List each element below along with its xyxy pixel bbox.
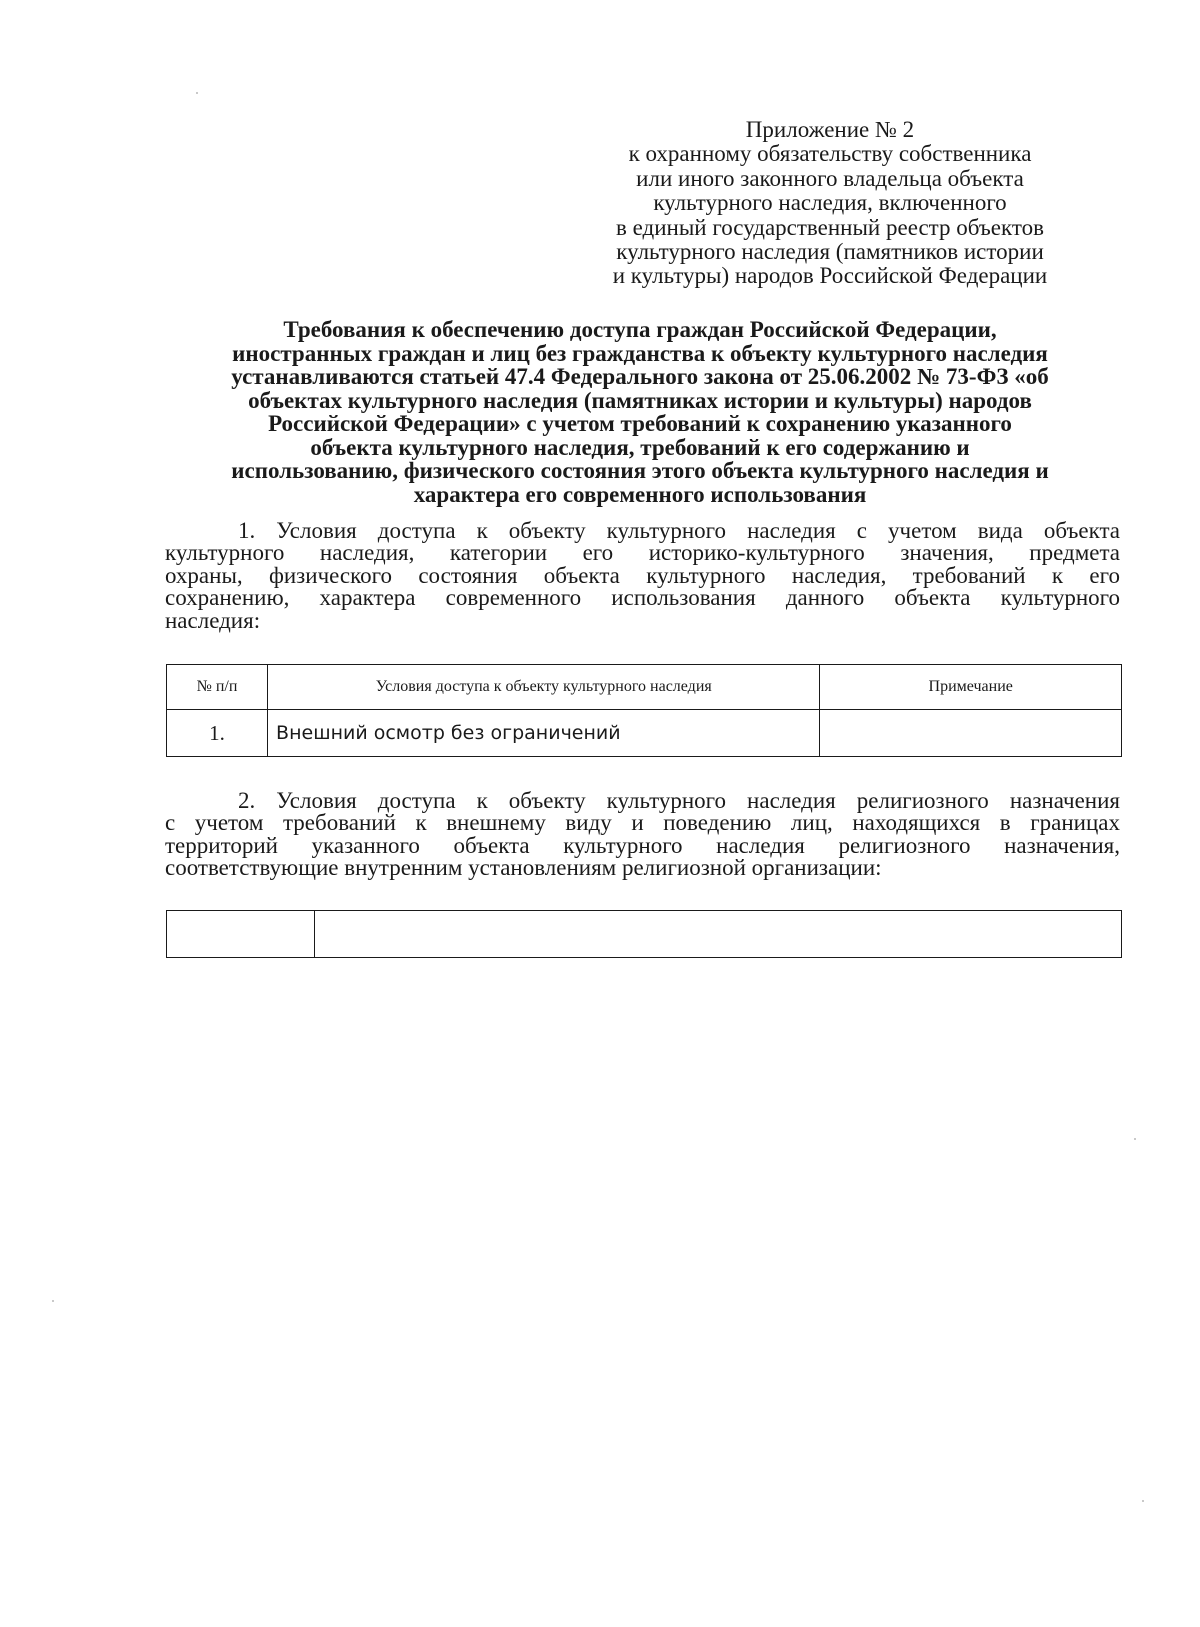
title-line: иностранных граждан и лиц без гражданства к объекту культурного наследия	[232, 340, 1048, 366]
paragraph-line: культурного наследия, категории его историко-культурного значения, предмета	[165, 540, 1120, 566]
appendix-line: или иного законного владельца объекта	[636, 165, 1024, 191]
column-header-number: № п/п	[167, 665, 268, 710]
scan-speck	[52, 1300, 54, 1302]
scan-speck	[196, 92, 198, 94]
title-line: использованию, физического состояния этого объекта культурного наследия и	[231, 458, 1049, 483]
paragraph-line: территорий указанного объекта культурного наследия религиозного назначения,	[165, 832, 1120, 858]
table-cell-empty	[314, 911, 1121, 958]
table-cell-empty	[167, 911, 315, 958]
paragraph-line: охраны, физического состояния объекта культурного наследия, требований к его	[165, 562, 1120, 588]
paragraph-line: соответствующие внутренним установлениям религиозной организации:	[165, 855, 882, 881]
title-line: Требования к обеспечению доступа граждан Российской Федерации,	[283, 317, 997, 342]
document-title	[150, 318, 1130, 506]
paragraph-line: 1. Условия доступа к объекту культурного наследия с учетом вида объекта	[238, 518, 1120, 543]
appendix-number: Приложение № 2	[745, 117, 915, 142]
appendix-header	[570, 118, 1090, 289]
column-header-conditions: Условия доступа к объекту культурного наследия	[268, 665, 820, 710]
paragraph-line: с учетом требований к внешнему виду и поведению лиц, находящихся в границах	[165, 810, 1120, 836]
section-2-text	[165, 790, 1120, 880]
title-line: объекта культурного наследия, требований к его содержанию и	[310, 434, 970, 460]
appendix-line: в единый государственный реестр объектов	[616, 214, 1044, 240]
appendix-line: к охранному обязательству собственника	[628, 141, 1032, 167]
table-cell-conditions: Внешний осмотр без ограничений	[268, 710, 820, 757]
table-cell-note	[820, 710, 1122, 757]
column-header-note: Примечание	[820, 665, 1122, 710]
table-row	[167, 911, 1122, 958]
table-row	[167, 710, 1122, 757]
religious-conditions-table	[166, 910, 1122, 958]
section-1-text	[165, 520, 1120, 632]
scan-speck	[1134, 1138, 1136, 1140]
appendix-line: и культуры) народов Российской Федерации	[612, 263, 1048, 289]
title-line: устанавливаются статьей 47.4 Федерального закона от 25.06.2002 № 73-ФЗ «об	[231, 364, 1049, 389]
paragraph-line: 2. Условия доступа к объекту культурного наследия религиозного назначения	[238, 788, 1120, 813]
appendix-line: культурного наследия (памятников истории	[616, 239, 1044, 265]
title-line: объектах культурного наследия (памятниках истории и культуры) народов	[248, 387, 1032, 413]
paragraph-line: наследия:	[165, 607, 261, 633]
table-cell-number: 1.	[167, 710, 268, 757]
access-conditions-table	[166, 664, 1122, 757]
appendix-line: культурного наследия, включенного	[653, 190, 1007, 216]
title-line: Российской Федерации» с учетом требований к сохранению указанного	[268, 411, 1012, 436]
title-line: характера его современного использования	[413, 481, 867, 507]
paragraph-line: сохранению, характера современного использования данного объекта культурного	[165, 585, 1120, 611]
scan-speck	[1142, 1500, 1144, 1502]
table-header-row	[167, 665, 1122, 710]
